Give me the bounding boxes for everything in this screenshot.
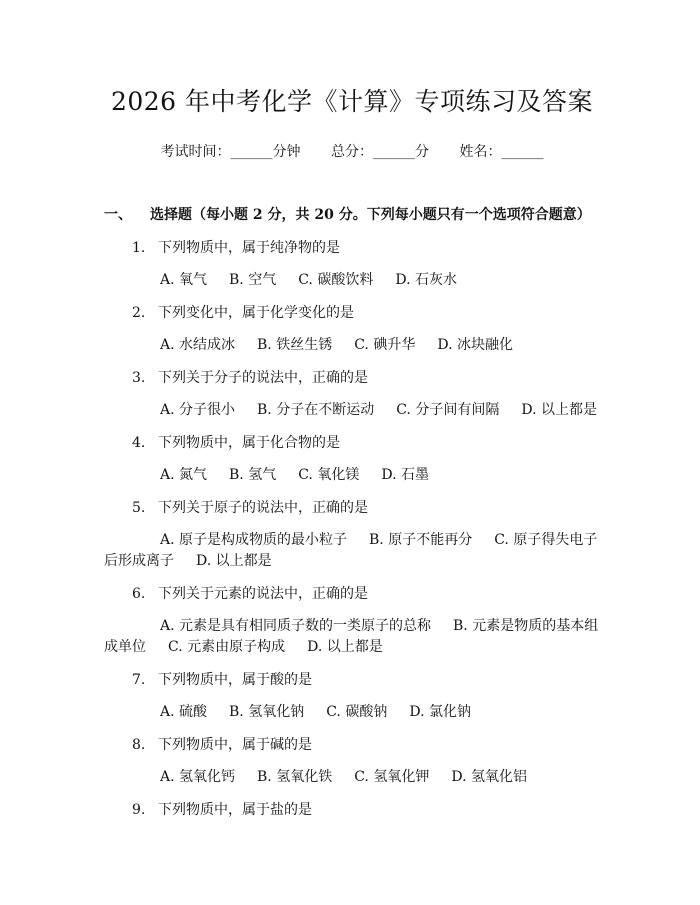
question-item: [104, 735, 600, 788]
answer-option[interactable]: D. 以上都是: [196, 553, 272, 569]
question-stem: [104, 735, 600, 756]
question-number: 7.: [132, 672, 146, 688]
answer-option[interactable]: A. 氮气: [160, 467, 208, 483]
answer-option[interactable]: A. 氢氧化钙: [160, 769, 236, 785]
question-text: 下列物质中，属于化合物的是: [158, 435, 340, 451]
question-stem: [104, 368, 600, 389]
answer-option[interactable]: D. 冰块融化: [437, 337, 513, 353]
answer-options: [104, 270, 600, 291]
answer-option[interactable]: A. 原子是构成物质的最小粒子: [160, 532, 348, 548]
answer-options: [104, 767, 600, 788]
question-stem: [104, 238, 600, 259]
answer-option[interactable]: D. 氢氧化铝: [451, 769, 527, 785]
page-title: 2026 年中考化学《计算》专项练习及答案: [110, 87, 594, 116]
answer-option[interactable]: A. 分子很小: [160, 402, 236, 418]
section-number: 一、: [104, 207, 132, 223]
answer-options: [104, 702, 600, 723]
answer-option[interactable]: B. 空气: [229, 272, 277, 288]
answer-option[interactable]: B. 铁丝生锈: [257, 337, 333, 353]
answer-option[interactable]: C. 碳酸钠: [326, 704, 388, 720]
answer-options: [104, 530, 600, 572]
student-name: 姓名：______: [459, 144, 544, 160]
answer-option[interactable]: C. 碳酸饮料: [298, 272, 374, 288]
question-item: [104, 238, 600, 291]
question-number: 8.: [132, 737, 146, 753]
question-stem: [104, 670, 600, 691]
question-stem: [104, 800, 600, 821]
question-item: [104, 584, 600, 658]
answer-options: [104, 335, 600, 356]
total-score: 总分：______分: [331, 144, 429, 160]
answer-option[interactable]: A. 硫酸: [160, 704, 208, 720]
question-item: [104, 303, 600, 356]
answer-options: [104, 400, 600, 421]
answer-option[interactable]: B. 分子在不断运动: [257, 402, 375, 418]
answer-option[interactable]: D. 以上都是: [307, 639, 383, 655]
section-heading: [104, 204, 600, 226]
answer-option[interactable]: D. 以上都是: [521, 402, 597, 418]
answer-option[interactable]: C. 氧化镁: [298, 467, 360, 483]
answer-option[interactable]: D. 石灰水: [395, 272, 457, 288]
question-stem: [104, 433, 600, 454]
section-title: 选择题（每小题 2 分，共 20 分。下列每小题只有一个选项符合题意）: [150, 207, 591, 223]
answer-option[interactable]: D. 氯化钠: [409, 704, 471, 720]
answer-option[interactable]: C. 元素由原子构成: [168, 639, 286, 655]
answer-option[interactable]: B. 元素是物质的基本组成单位: [104, 618, 599, 655]
question-number: 2.: [132, 305, 146, 321]
exam-meta: [104, 142, 600, 162]
answer-options: [104, 616, 600, 658]
answer-option[interactable]: A. 元素是具有相同质子数的一类原子的总称: [160, 618, 432, 634]
question-text: 下列变化中，属于化学变化的是: [158, 305, 354, 321]
question-item: [104, 800, 600, 821]
question-item: [104, 368, 600, 421]
question-number: 3.: [132, 370, 146, 386]
question-text: 下列物质中，属于碱的是: [158, 737, 312, 753]
question-text: 下列关于原子的说法中，正确的是: [158, 500, 368, 516]
question-item: [104, 670, 600, 723]
answer-option[interactable]: B. 氢氧化铁: [257, 769, 333, 785]
question-number: 1.: [132, 240, 146, 256]
answer-option[interactable]: C. 氢氧化钾: [354, 769, 430, 785]
question-number: 5.: [132, 500, 146, 516]
question-stem: [104, 303, 600, 324]
question-text: 下列关于元素的说法中，正确的是: [158, 586, 368, 602]
answer-option[interactable]: A. 水结成冰: [160, 337, 236, 353]
exam-time: 考试时间：______分钟: [160, 144, 301, 160]
question-text: 下列物质中，属于盐的是: [158, 802, 312, 818]
answer-option[interactable]: A. 氧气: [160, 272, 208, 288]
question-stem: [104, 584, 600, 605]
answer-option[interactable]: B. 氢氧化钠: [229, 704, 305, 720]
answer-option[interactable]: D. 石墨: [381, 467, 429, 483]
answer-options: [104, 465, 600, 486]
answer-option[interactable]: C. 原子得失电子后形成离子: [104, 532, 598, 569]
answer-option[interactable]: B. 氢气: [229, 467, 277, 483]
question-number: 4.: [132, 435, 146, 451]
question-text: 下列关于分子的说法中，正确的是: [158, 370, 368, 386]
question-item: [104, 433, 600, 486]
answer-option[interactable]: B. 原子不能再分: [369, 532, 473, 548]
question-list: [104, 238, 600, 821]
question-text: 下列物质中，属于纯净物的是: [158, 240, 340, 256]
answer-option[interactable]: C. 分子间有间隔: [396, 402, 500, 418]
question-stem: [104, 498, 600, 519]
question-item: [104, 498, 600, 572]
question-number: 6.: [132, 586, 146, 602]
answer-option[interactable]: C. 碘升华: [354, 337, 416, 353]
question-number: 9.: [132, 802, 146, 818]
question-text: 下列物质中，属于酸的是: [158, 672, 312, 688]
